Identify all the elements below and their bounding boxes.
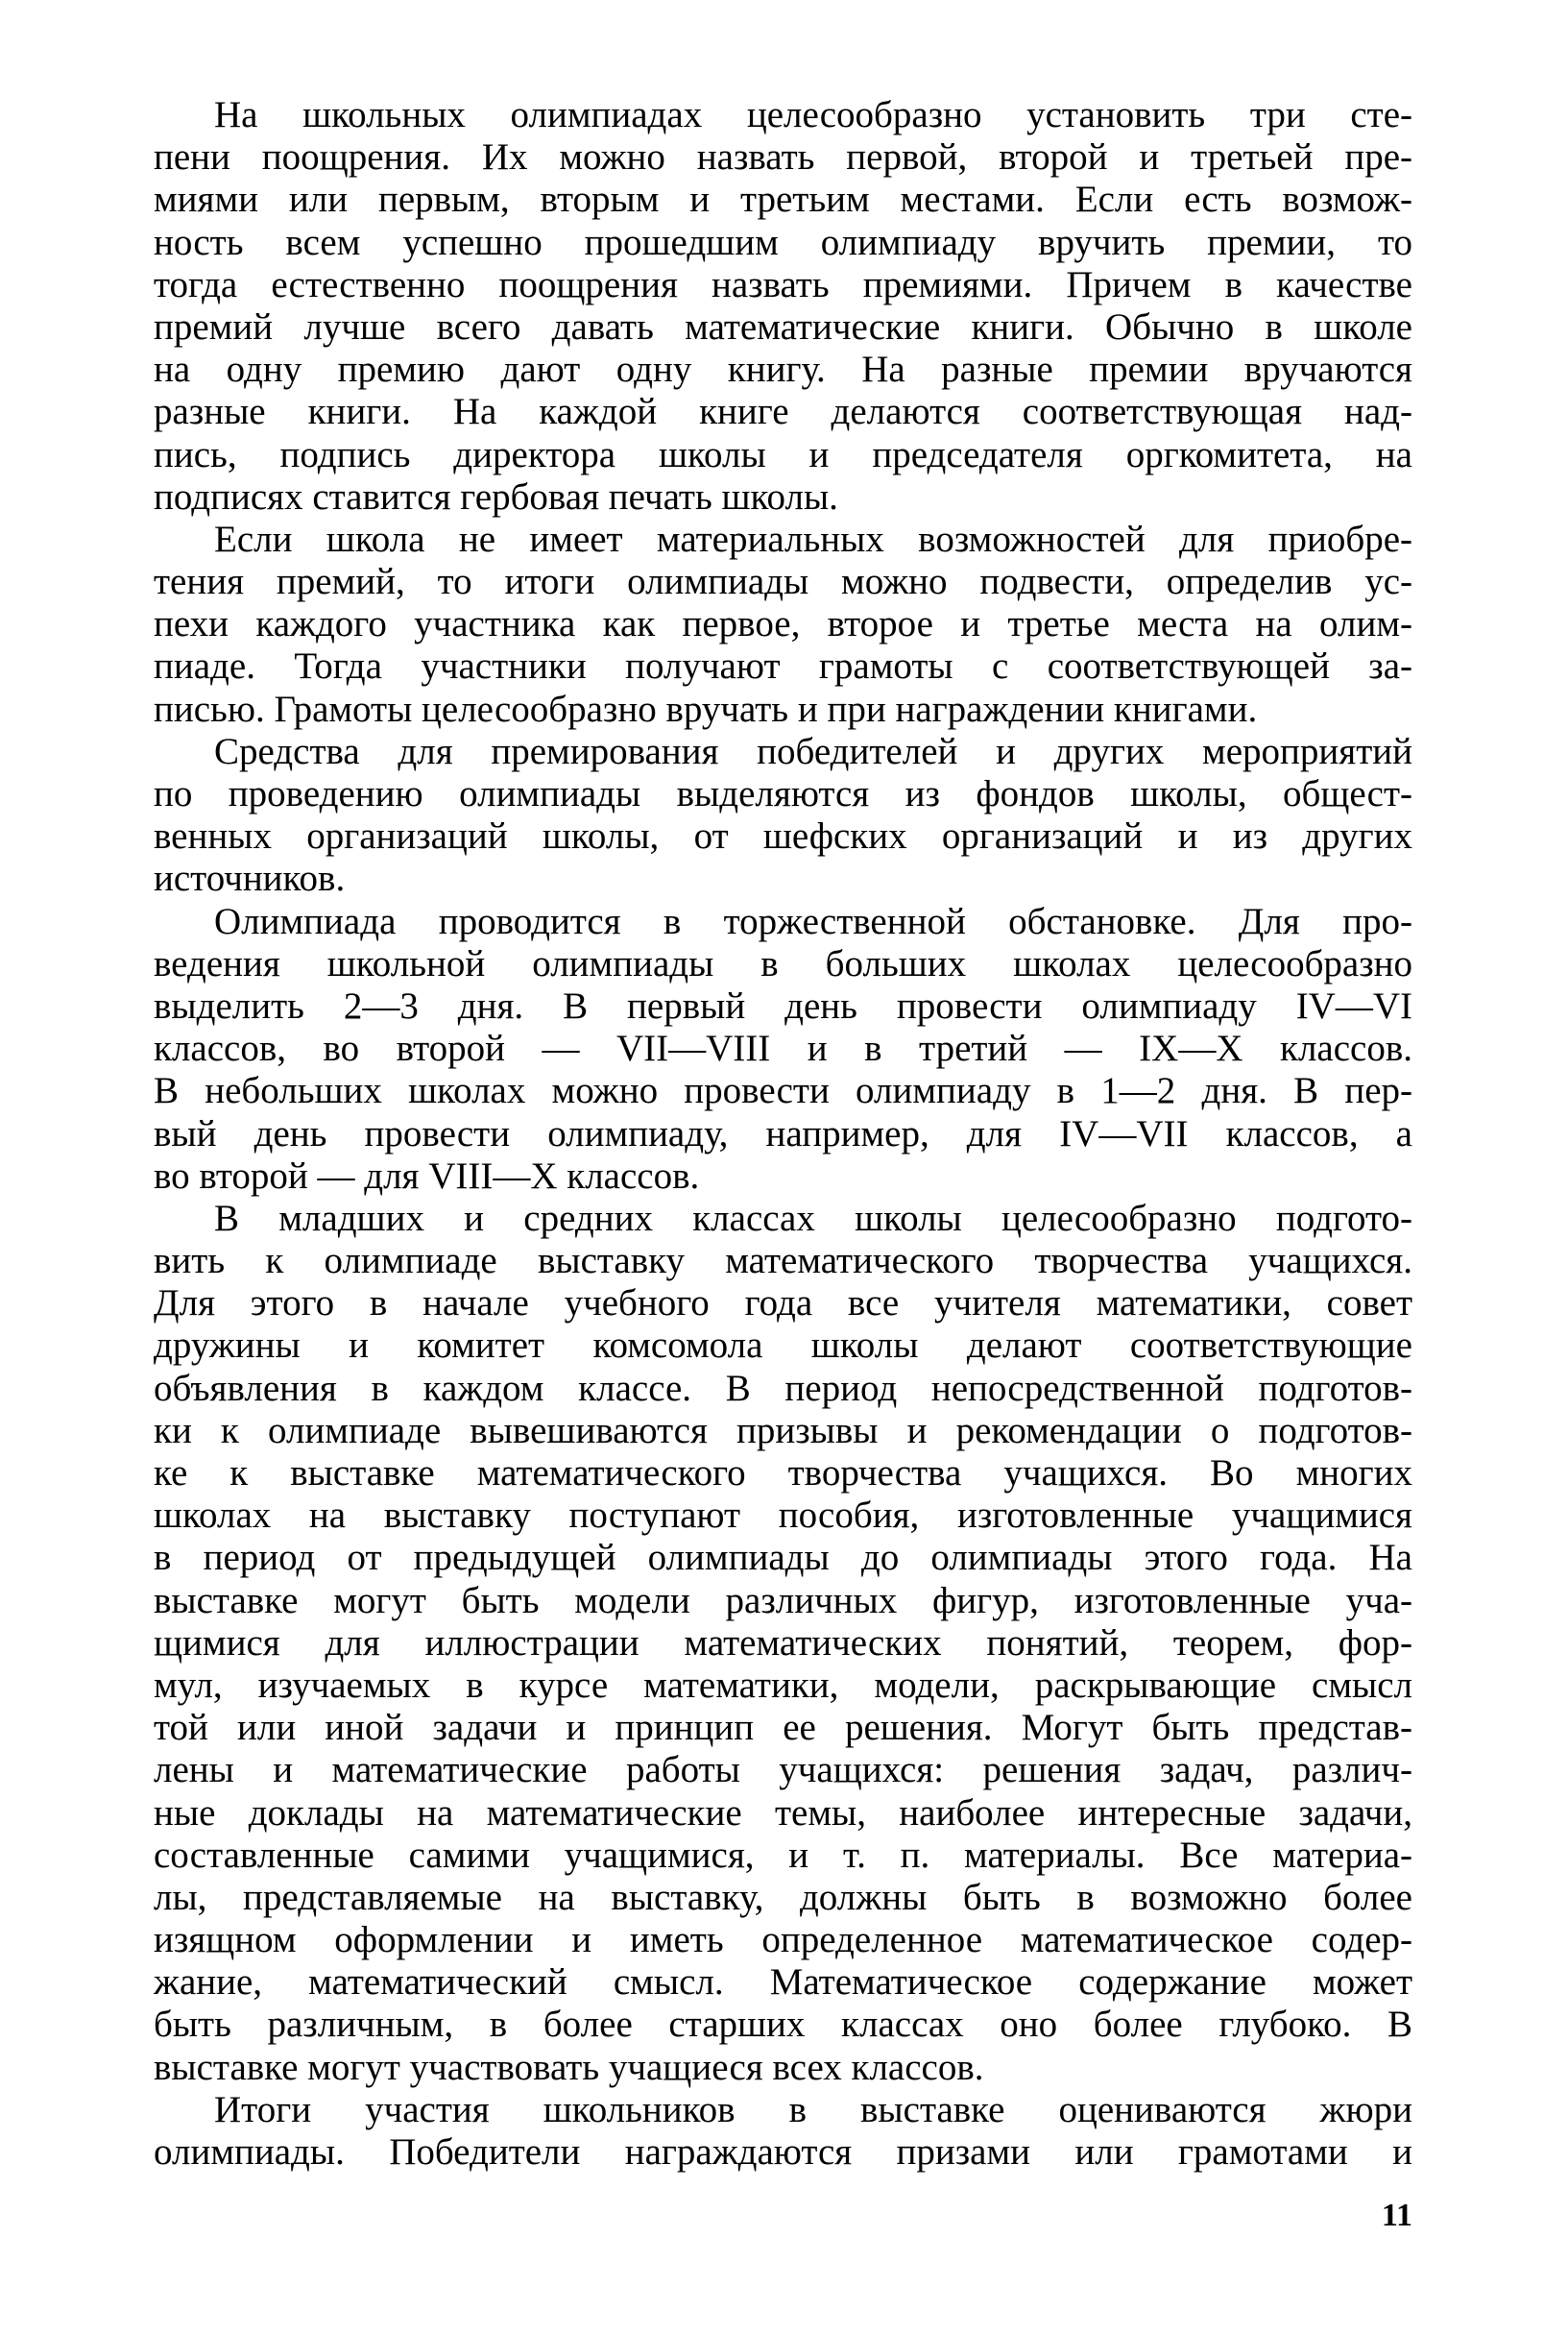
paragraph-schedule: [154, 901, 1412, 1198]
text-line: школах на выставку поступают пособия, изготовленные учащимися: [154, 1495, 1412, 1537]
text-line: На школьных олимпиадах целесообразно установить три сте-: [214, 94, 1412, 135]
text-line: изящном оформлении и иметь определенное математическое содер-: [154, 1919, 1412, 1961]
text-line: тогда естественно поощрения назвать премиями. Причем в качестве: [154, 263, 1412, 305]
text-line: объявления в каждом классе. В период непосредственной подготов-: [154, 1367, 1412, 1409]
paragraph-results: [154, 2089, 1412, 2174]
text-line: ведения школьной олимпиады в больших школах целесообразно: [154, 942, 1412, 985]
text-line: выставке могут участвовать учащиеся всех классов.: [154, 2046, 984, 2088]
text-line: ность всем успешно прошедшим олимпиаду вручить премии, то: [154, 221, 1412, 263]
text-line: Если школа не имеет материальных возможностей для приобре-: [214, 518, 1412, 560]
text-line: вый день провести олимпиаду, например, для IV—VII классов, а: [154, 1112, 1412, 1155]
text-line: в период от предыдущей олимпиады до олимпиады этого года. На: [154, 1537, 1412, 1579]
paragraph-certificates: [154, 519, 1412, 731]
page-number: 11: [1381, 2198, 1412, 2233]
text-line: олимпиады. Победители награждаются призами или грамотами и: [154, 2131, 1412, 2173]
text-line: составленные самими учащимися, и т. п. материалы. Все материа-: [154, 1834, 1412, 1876]
text-line: Итоги участия школьников в выставке оцениваются жюри: [214, 2088, 1412, 2130]
text-line: дружины и комитет комсомола школы делают соответствующие: [154, 1325, 1412, 1367]
text-line: выделить 2—3 дня. В первый день провести олимпиаду IV—VI: [154, 985, 1412, 1027]
text-line: писью. Грамоты целесообразно вручать и при награждении книгами.: [154, 688, 1258, 730]
text-line: Средства для премирования победителей и других мероприятий: [214, 730, 1412, 772]
text-line: премий лучше всего давать математические книги. Обычно в школе: [154, 305, 1412, 348]
text-line: В младших и средних классах школы целесообразно подгото-: [214, 1197, 1412, 1239]
text-line: подписях ставится гербовая печать школы.: [154, 475, 838, 518]
text-line: венных организаций школы, от шефских организаций и из других: [154, 815, 1412, 858]
text-line: лены и математические работы учащихся: решения задач, различ-: [154, 1749, 1412, 1791]
text-line: вить к олимпиаде выставку математического творчества учащихся.: [154, 1240, 1412, 1282]
text-line: классов, во второй — VII—VIII и в третий — IX—X классов.: [154, 1028, 1412, 1070]
text-line: пехи каждого участника как первое, второе и третье места на олим-: [154, 603, 1412, 645]
paragraph-exhibition: [154, 1198, 1412, 2089]
text-line: Для этого в начале учебного года все учителя математики, совет: [154, 1282, 1412, 1325]
text-line: мул, изучаемых в курсе математики, модели, раскрывающие смысл: [154, 1664, 1412, 1706]
text-line: пиаде. Тогда участники получают грамоты с соответствующей за-: [154, 645, 1412, 688]
text-line: источников.: [154, 858, 346, 900]
text-line: Олимпиада проводится в торжественной обстановке. Для про-: [214, 900, 1412, 942]
text-line: по проведению олимпиады выделяются из фондов школы, общест-: [154, 773, 1412, 814]
text-line: во второй — для VIII—X классов.: [154, 1155, 700, 1197]
text-line: тения премий, то итоги олимпиады можно подвести, определив ус-: [154, 561, 1412, 603]
text-line: щимися для иллюстрации математических понятий, теорем, фор-: [154, 1621, 1412, 1664]
text-line: миями или первым, вторым и третьим местами. Если есть возмож-: [154, 179, 1412, 221]
text-line: В небольших школах можно провести олимпиаду в 1—2 дня. В пер-: [154, 1070, 1412, 1112]
text-line: ке к выставке математического творчества учащихся. Во многих: [154, 1452, 1412, 1494]
text-line: пись, подпись директора школы и председателя оргкомитета, на: [154, 433, 1412, 475]
text-line: пени поощрения. Их можно назвать первой, второй и третьей пре-: [154, 136, 1412, 179]
text-line: разные книги. На каждой книге делаются соответствующая над-: [154, 391, 1412, 433]
text-line: лы, представляемые на выставку, должны быть в возможно более: [154, 1876, 1412, 1918]
text-line: ные доклады на математические темы, наиболее интересные задачи,: [154, 1791, 1412, 1834]
paragraph-prizes: [154, 94, 1412, 519]
text-line: быть различным, в более старших классах оно более глубоко. В: [154, 2004, 1412, 2046]
text-line: на одну премию дают одну книгу. На разные премии вручаются: [154, 349, 1412, 391]
text-line: выставке могут быть модели различных фигур, изготовленные уча-: [154, 1579, 1412, 1621]
page-text: [154, 94, 1412, 2174]
paragraph-funding: [154, 731, 1412, 901]
text-line: той или иной задачи и принцип ее решения. Могут быть представ-: [154, 1707, 1412, 1749]
text-line: жание, математический смысл. Математическое содержание может: [154, 1961, 1412, 2004]
text-line: ки к олимпиаде вывешиваются призывы и рекомендации о подготов-: [154, 1409, 1412, 1451]
